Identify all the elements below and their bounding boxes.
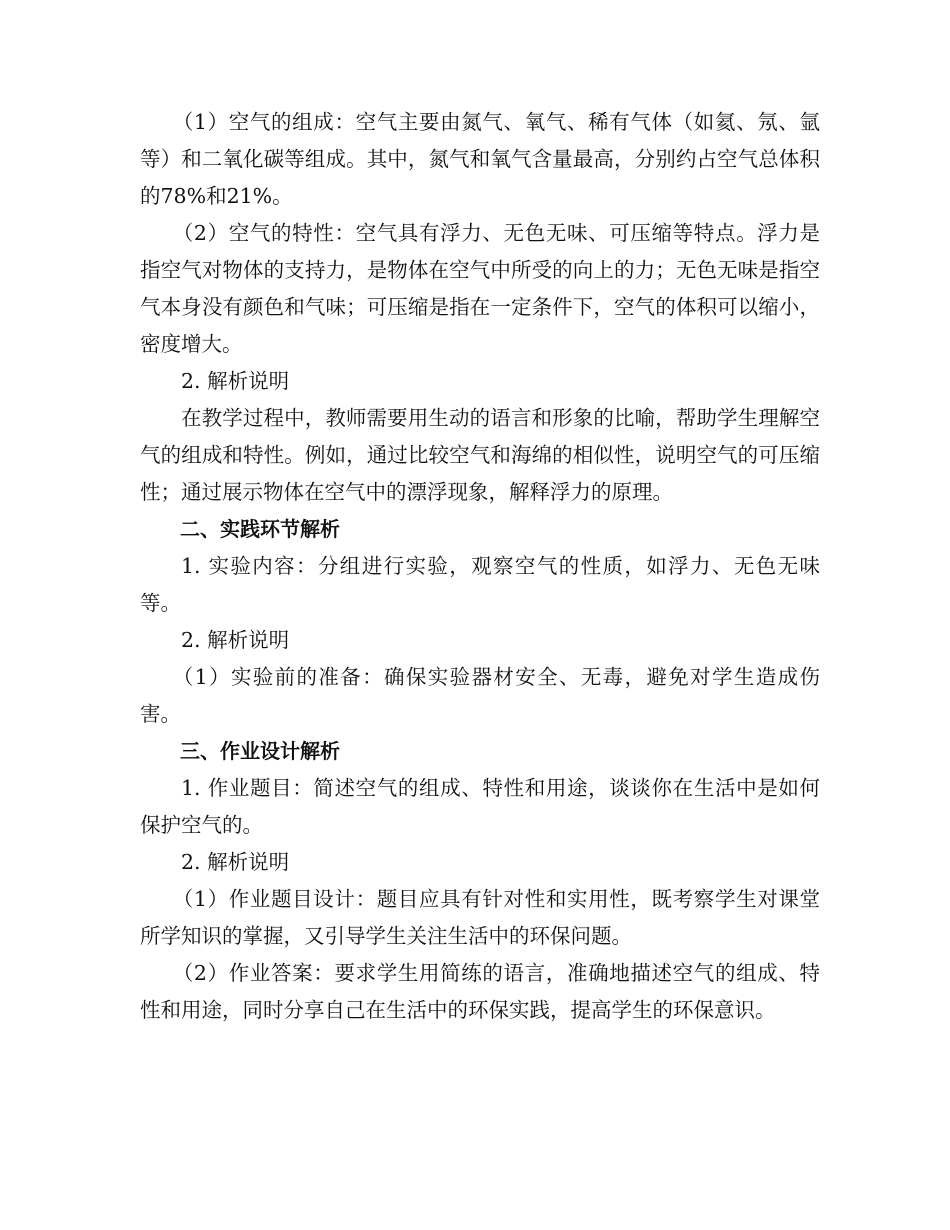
paragraph-homework-design: （1）作业题目设计：题目应具有针对性和实用性，既考察学生对课堂所学知识的掌握，又引导学生关注生活中的环保问题。 <box>140 887 820 948</box>
paragraph-analysis-label: 2. 解析说明 <box>181 628 290 652</box>
paragraph-experiment-content: 1. 实验内容：分组进行实验，观察空气的性质，如浮力、无色无味等。 <box>140 554 820 615</box>
paragraph-air-composition: （1）空气的组成：空气主要由氮气、氧气、稀有气体（如氦、氖、氩等）和二氧化碳等组成。其中，氮气和氧气含量最高，分别约占空气总体积的78%和21%。 <box>140 110 820 208</box>
document-body <box>140 104 820 1029</box>
paragraph-air-properties: （2）空气的特性：空气具有浮力、无色无味、可压缩等特点。浮力是指空气对物体的支持力，是物体在空气中所受的向上的力；无色无味是指空气本身没有颜色和气味；可压缩是指在一定条件下，空气的体积可以缩小，密度增大。 <box>140 221 820 356</box>
section-heading-practice: 二、实践环节解析 <box>180 517 340 541</box>
paragraph-homework-answer: （2）作业答案：要求学生用简练的语言，准确地描述空气的组成、特性和用途，同时分享自己在生活中的环保实践，提高学生的环保意识。 <box>140 961 820 1022</box>
paragraph-homework-topic: 1. 作业题目：简述空气的组成、特性和用途，谈谈你在生活中是如何保护空气的。 <box>140 776 820 837</box>
paragraph-analysis-label: 2. 解析说明 <box>181 369 290 393</box>
section-heading-homework: 三、作业设计解析 <box>180 739 340 763</box>
paragraph-teaching-analysis: 在教学过程中，教师需要用生动的语言和形象的比喻，帮助学生理解空气的组成和特性。例如，通过比较空气和海绵的相似性，说明空气的可压缩性；通过展示物体在空气中的漂浮现象，解释浮力的原理。 <box>140 406 820 504</box>
paragraph-experiment-preparation: （1）实验前的准备：确保实验器材安全、无毒，避免对学生造成伤害。 <box>140 665 820 726</box>
paragraph-analysis-label: 2. 解析说明 <box>181 850 290 874</box>
